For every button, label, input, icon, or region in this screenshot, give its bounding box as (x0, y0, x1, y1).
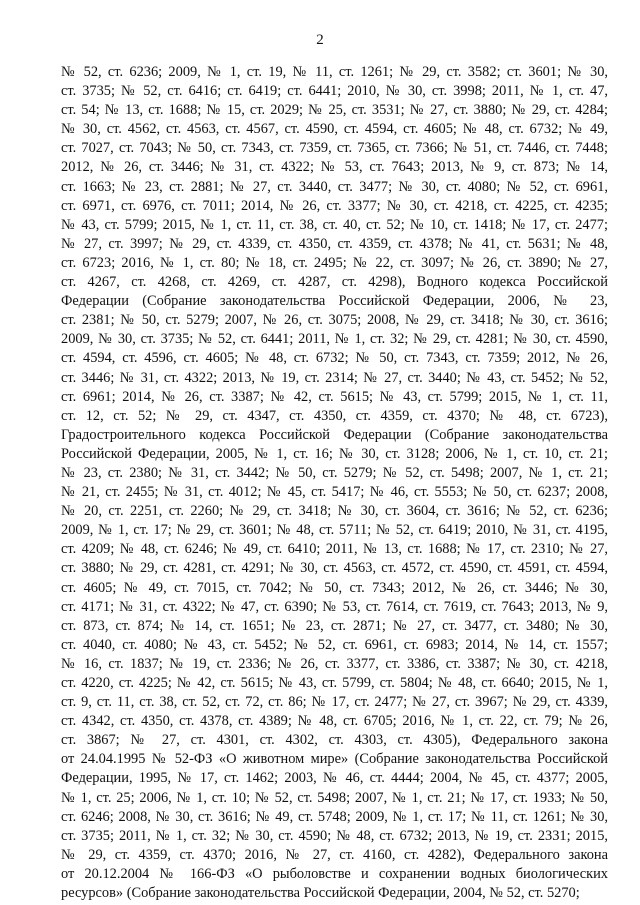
text-line: ст. 3867; № 27, ст. 4301, ст. 4302, ст. 4303, ст. 4305), Федерального закона (61, 732, 608, 749)
text-line: от 20.12.2004 № 166-ФЗ «О рыболовстве и сохранении водных биологических (61, 865, 608, 882)
text-line: ст. 4267, ст. 4268, ст. 4269, ст. 4287, ст. 4298), Водного кодекса Российской (61, 274, 608, 291)
text-line: ст. 4040, ст. 4080; № 43, ст. 5452; № 52, ст. 6961, ст. 6983; 2014, № 14, ст. 1557; (61, 636, 608, 653)
text-line: № 1, ст. 25; 2006, № 1, ст. 10; № 52, ст. 5498; 2007, № 1, ст. 21; № 17, ст. 1933; № 50, (61, 789, 608, 806)
text-line: Градостроительного кодекса Российской Федерации (Собрание законодательства (61, 426, 608, 443)
text-line: ст. 6971, ст. 6976, ст. 7011; 2014, № 26, ст. 3377; № 30, ст. 4218, ст. 4225, ст. 4235; (61, 197, 608, 214)
text-line: № 29, ст. 4359, ст. 4370; 2016, № 27, ст. 4160, ст. 4282), Федерального закона (61, 846, 608, 863)
text-line: Федерации (Собрание законодательства Российской Федерации, 2006, № 23, (61, 293, 608, 310)
text-line: Российской Федерации, 2005, № 1, ст. 16; № 30, ст. 3128; 2006, № 1, ст. 10, ст. 21; (61, 445, 608, 462)
text-line: ст. 6961; 2014, № 26, ст. 3387; № 42, ст. 5615; № 43, ст. 5799; 2015, № 1, ст. 11, (61, 388, 608, 405)
text-line: ст. 6246; 2008, № 30, ст. 3616; № 49, ст. 5748; 2009, № 1, ст. 17; № 11, ст. 1261; № 30, (61, 808, 608, 825)
text-line: 2012, № 26, ст. 3446; № 31, ст. 4322; № 53, ст. 7643; 2013, № 9, ст. 873; № 14, (61, 159, 608, 176)
text-line: № 30, ст. 4562, ст. 4563, ст. 4567, ст. 4590, ст. 4594, ст. 4605; № 48, ст. 6732; № 49, (61, 121, 608, 138)
text-line: № 23, ст. 2380; № 31, ст. 3442; № 50, ст. 5279; № 52, ст. 5498; 2007, № 1, ст. 21; (61, 464, 608, 481)
text-line: 2009, № 1, ст. 17; № 29, ст. 3601; № 48, ст. 5711; № 52, ст. 6419; 2010, № 31, ст. 4195, (61, 522, 608, 539)
text-line: ст. 54; № 13, ст. 1688; № 15, ст. 2029; № 25, ст. 3531; № 27, ст. 3880; № 29, ст. 4284; (61, 102, 608, 119)
text-line: ст. 3735; 2011, № 1, ст. 32; № 30, ст. 4590; № 48, ст. 6732; 2013, № 19, ст. 2331; 2015, (61, 827, 608, 844)
text-line: ресурсов» (Собрание законодательства Российской Федерации, 2004, № 52, ст. 5270; (61, 885, 580, 902)
text-line: ст. 4209; № 48, ст. 6246; № 49, ст. 6410; 2011, № 13, ст. 1688; № 17, ст. 2310; № 27, (61, 541, 608, 558)
text-line: ст. 3880; № 29, ст. 4281, ст. 4291; № 30, ст. 4563, ст. 4572, ст. 4590, ст. 4591, ст. 4594, (61, 560, 608, 577)
text-line: ст. 3446; № 31, ст. 4322; 2013, № 19, ст. 2314; № 27, ст. 3440; № 43, ст. 5452; № 52, (61, 369, 608, 386)
text-line: № 20, ст. 2251, ст. 2260; № 29, ст. 3418; № 30, ст. 3604, ст. 3616; № 52, ст. 6236; (61, 503, 608, 520)
text-line: ст. 2381; № 50, ст. 5279; 2007, № 26, ст. 3075; 2008, № 29, ст. 3418; № 30, ст. 3616; (61, 312, 608, 329)
text-line: ст. 4342, ст. 4350, ст. 4378, ст. 4389; № 48, ст. 6705; 2016, № 1, ст. 22, ст. 79; № 26, (61, 713, 608, 730)
text-line: ст. 9, ст. 11, ст. 38, ст. 52, ст. 72, ст. 86; № 17, ст. 2477; № 27, ст. 3967; № 29, ст. 4339, (61, 694, 608, 711)
text-line: ст. 3735; № 52, ст. 6416; ст. 6419; ст. 6441; 2010, № 30, ст. 3998; 2011, № 1, ст. 47, (61, 83, 608, 100)
text-line: ст. 4171; № 31, ст. 4322; № 47, ст. 6390; № 53, ст. 7614, ст. 7619, ст. 7643; 2013, № 9, (61, 598, 608, 615)
text-line: ст. 6723; 2016, № 1, ст. 80; № 18, ст. 2495; № 22, ст. 3097; № 26, ст. 3890; № 27, (61, 254, 608, 271)
text-line: от 24.04.1995 № 52-ФЗ «О животном мире» (Собрание законодательства Российской (61, 751, 608, 768)
page-number: 2 (316, 32, 324, 48)
text-line: № 52, ст. 6236; 2009, № 1, ст. 19, № 11, ст. 1261; № 29, ст. 3582; ст. 3601; № 30, (61, 64, 608, 80)
text-line: ст. 873, ст. 874; № 14, ст. 1651; № 23, ст. 2871; № 27, ст. 3477, ст. 3480; № 30, (61, 617, 608, 634)
text-line: № 16, ст. 1837; № 19, ст. 2336; № 26, ст. 3377, ст. 3386, ст. 3387; № 30, ст. 4218, (61, 655, 608, 672)
body-text (61, 63, 608, 903)
text-line: ст. 7027, ст. 7043; № 50, ст. 7343, ст. 7359, ст. 7365, ст. 7366; № 51, ст. 7446, ст. 7448; (61, 140, 608, 157)
text-line: ст. 1663; № 23, ст. 2881; № 27, ст. 3440, ст. 3477; № 30, ст. 4080; № 52, ст. 6961, (61, 178, 608, 195)
text-line: ст. 4594, ст. 4596, ст. 4605; № 48, ст. 6732; № 50, ст. 7343, ст. 7359; 2012, № 26, (61, 350, 608, 367)
text-line: № 43, ст. 5799; 2015, № 1, ст. 11, ст. 38, ст. 40, ст. 52; № 10, ст. 1418; № 17, ст. 2477; (61, 216, 608, 233)
text-line: № 21, ст. 2455; № 31, ст. 4012; № 45, ст. 5417; № 46, ст. 5553; № 50, ст. 6237; 2008, (61, 484, 608, 501)
text-line: ст. 4605; № 49, ст. 7015, ст. 7042; № 50, ст. 7343; 2012, № 26, ст. 3446; № 30, (61, 579, 608, 596)
text-line: Федерации, 1995, № 17, ст. 1462; 2003, № 46, ст. 4444; 2004, № 45, ст. 4377; 2005, (61, 770, 608, 787)
text-line: ст. 4220, ст. 4225; № 42, ст. 5615; № 43, ст. 5799, ст. 5804; № 48, ст. 6640; 2015, № 1, (61, 675, 608, 691)
text-line: ст. 12, ст. 52; № 29, ст. 4347, ст. 4350, ст. 4359, ст. 4370; № 48, ст. 6723), (61, 407, 608, 424)
text-line: 2009, № 30, ст. 3735; № 52, ст. 6441; 2011, № 1, ст. 32; № 29, ст. 4281; № 30, ст. 4590, (61, 331, 608, 348)
text-line: № 27, ст. 3997; № 29, ст. 4339, ст. 4350, ст. 4359, ст. 4378; № 41, ст. 5631; № 48, (61, 235, 608, 252)
